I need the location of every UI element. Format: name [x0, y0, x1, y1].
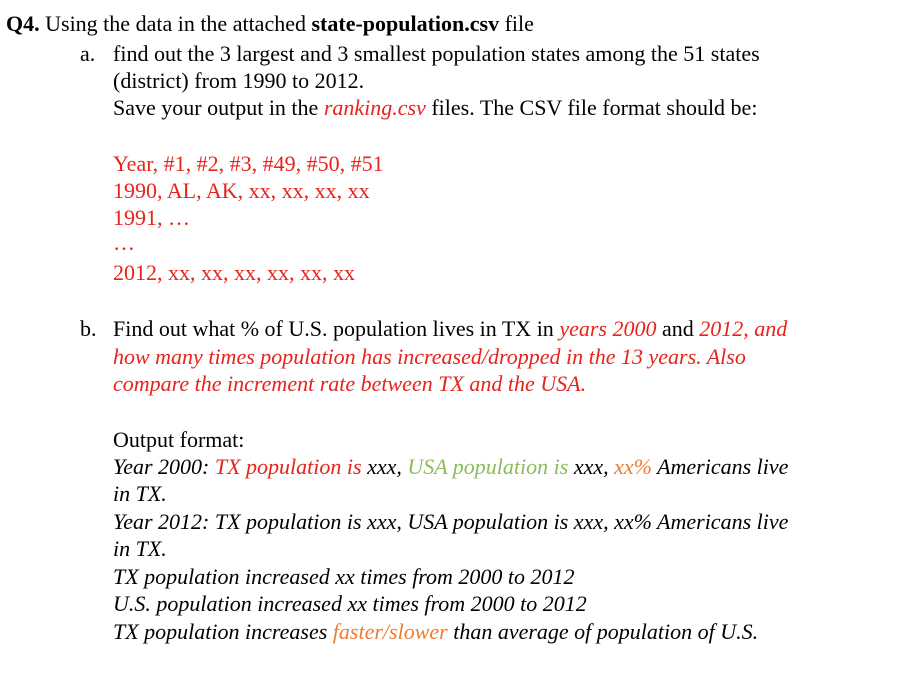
- output-format-label: Output format:: [113, 427, 245, 452]
- csv-line-1990: 1990, AL, AK, xx, xx, xx, xx: [113, 178, 370, 203]
- us-increase-line: U.S. population increased xx times from 2000 to 2012: [113, 591, 587, 616]
- y2000-pct: xx%: [614, 454, 652, 479]
- part-a-marker: a.: [80, 41, 96, 66]
- compare-prefix: TX population increases: [113, 619, 333, 644]
- part-a-line1: find out the 3 largest and 3 smallest population states among the 51 states: [113, 41, 760, 66]
- part-b-and: and: [656, 316, 700, 341]
- y2000-usa-pop: USA population is: [407, 454, 569, 479]
- part-b-line1: [113, 316, 787, 342]
- tx-increase-line: TX population increased xx times from 2000 to 2012: [113, 564, 575, 589]
- save-filename: ranking.csv: [323, 95, 426, 120]
- part-a-save-line: [113, 95, 757, 121]
- part-b-line2: how many times population has increased/dropped in the 13 years. Also: [113, 344, 746, 369]
- part-b-years: years 2000: [559, 316, 657, 341]
- y2000-val1: xxx,: [361, 454, 408, 479]
- csv-line-header: Year, #1, #2, #3, #49, #50, #51: [113, 151, 384, 176]
- save-prefix: Save your output in the: [113, 95, 324, 120]
- y2000-val2: xxx,: [568, 454, 615, 479]
- y2000-prefix: Year 2000:: [113, 454, 215, 479]
- part-b-line3: compare the increment rate between TX and the USA.: [113, 371, 587, 396]
- csv-line-ellipsis: …: [113, 230, 135, 255]
- part-b-year-2012: 2012, and: [699, 316, 788, 341]
- csv-line-2012: 2012, xx, xx, xx, xx, xx, xx: [113, 260, 355, 285]
- question-number: Q4.: [6, 11, 40, 36]
- question-intro-end: file: [499, 11, 534, 36]
- year-2000-line: [113, 454, 788, 480]
- part-b-marker: b.: [80, 316, 97, 341]
- question-filename: state-population.csv: [311, 11, 500, 36]
- compare-highlight: faster/slower: [332, 619, 448, 644]
- question-header: [6, 11, 534, 37]
- save-suffix: files. The CSV file format should be:: [425, 95, 758, 120]
- year-2012-line: Year 2012: TX population is xxx, USA population is xxx, xx% Americans live: [113, 509, 789, 534]
- y2000-suffix: Americans live: [651, 454, 789, 479]
- compare-line: [113, 619, 758, 645]
- year-2000-cont: in TX.: [113, 481, 167, 506]
- question-intro: Using the data in the attached: [39, 11, 312, 36]
- part-a-line2: (district) from 1990 to 2012.: [113, 68, 365, 93]
- year-2012-cont: in TX.: [113, 536, 167, 561]
- compare-suffix: than average of population of U.S.: [447, 619, 759, 644]
- part-b-line1-prefix: Find out what % of U.S. population lives in TX in: [113, 316, 560, 341]
- y2000-tx-pop: TX population is: [214, 454, 362, 479]
- csv-line-1991: 1991, …: [113, 205, 190, 230]
